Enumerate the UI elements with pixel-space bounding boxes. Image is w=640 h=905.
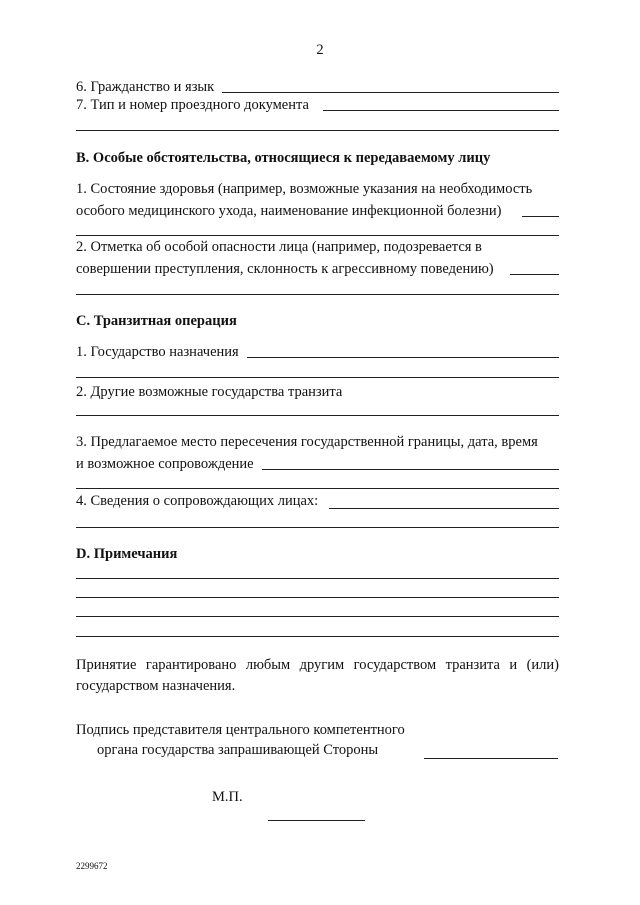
notes-line-4[interactable]	[76, 636, 559, 637]
citizenship-field[interactable]	[222, 92, 559, 93]
page-number: 2	[316, 42, 324, 58]
border-crossing-field-line2[interactable]	[76, 488, 559, 489]
section-c-heading: C. Транзитная операция	[76, 313, 237, 329]
health-label-line2: особого медицинского ухода, наименование инфекционной болезни)	[76, 203, 502, 219]
document-number: 2299672	[76, 861, 108, 871]
danger-field-line2[interactable]	[76, 294, 559, 295]
danger-field[interactable]	[510, 274, 559, 275]
item-7-travel-doc-label: 7. Тип и номер проездного документа	[76, 97, 309, 113]
signature-label-line1: Подпись представителя центрального компетентного	[76, 722, 405, 738]
border-crossing-label-line2: и возможное сопровождение	[76, 456, 254, 472]
notes-line-3[interactable]	[76, 616, 559, 617]
acceptance-text-line2: государством назначения.	[76, 678, 236, 694]
acceptance-text-line1: Принятие гарантировано любым другим государством транзита и (или)	[76, 657, 559, 673]
danger-label-line2: совершении преступления, склонность к агрессивному поведению)	[76, 261, 494, 277]
item-6-citizenship-label: 6. Гражданство и язык	[76, 79, 215, 95]
danger-label-line1: 2. Отметка об особой опасности лица (например, подозревается в	[76, 239, 482, 255]
destination-state-field[interactable]	[247, 357, 559, 358]
health-field[interactable]	[522, 216, 559, 217]
destination-state-field-line2[interactable]	[76, 377, 559, 378]
signature-label-line2: органа государства запрашивающей Стороны	[97, 742, 379, 758]
travel-doc-field[interactable]	[323, 110, 559, 111]
transit-states-label: 2. Другие возможные государства транзита	[76, 384, 343, 400]
border-crossing-label-line1: 3. Предлагаемое место пересечения государственной границы, дата, время	[76, 434, 538, 450]
section-b-heading: B. Особые обстоятельства, относящиеся к передаваемому лицу	[76, 150, 491, 166]
destination-state-label: 1. Государство назначения	[76, 344, 239, 360]
escorts-field[interactable]	[329, 508, 559, 509]
stamp-label: М.П.	[212, 789, 243, 805]
border-crossing-field[interactable]	[262, 469, 559, 470]
notes-line-1[interactable]	[76, 578, 559, 579]
stamp-line[interactable]	[268, 820, 365, 821]
escorts-label: 4. Сведения о сопровождающих лицах:	[76, 493, 319, 509]
notes-line-2[interactable]	[76, 597, 559, 598]
section-d-heading: D. Примечания	[76, 546, 178, 562]
health-label-line1: 1. Состояние здоровья (например, возможные указания на необходимость	[76, 181, 533, 197]
escorts-field-line2[interactable]	[76, 527, 559, 528]
signature-field[interactable]	[424, 758, 558, 759]
travel-doc-field-line2[interactable]	[76, 130, 559, 131]
transit-states-field[interactable]	[76, 415, 559, 416]
health-field-line2[interactable]	[76, 235, 559, 236]
